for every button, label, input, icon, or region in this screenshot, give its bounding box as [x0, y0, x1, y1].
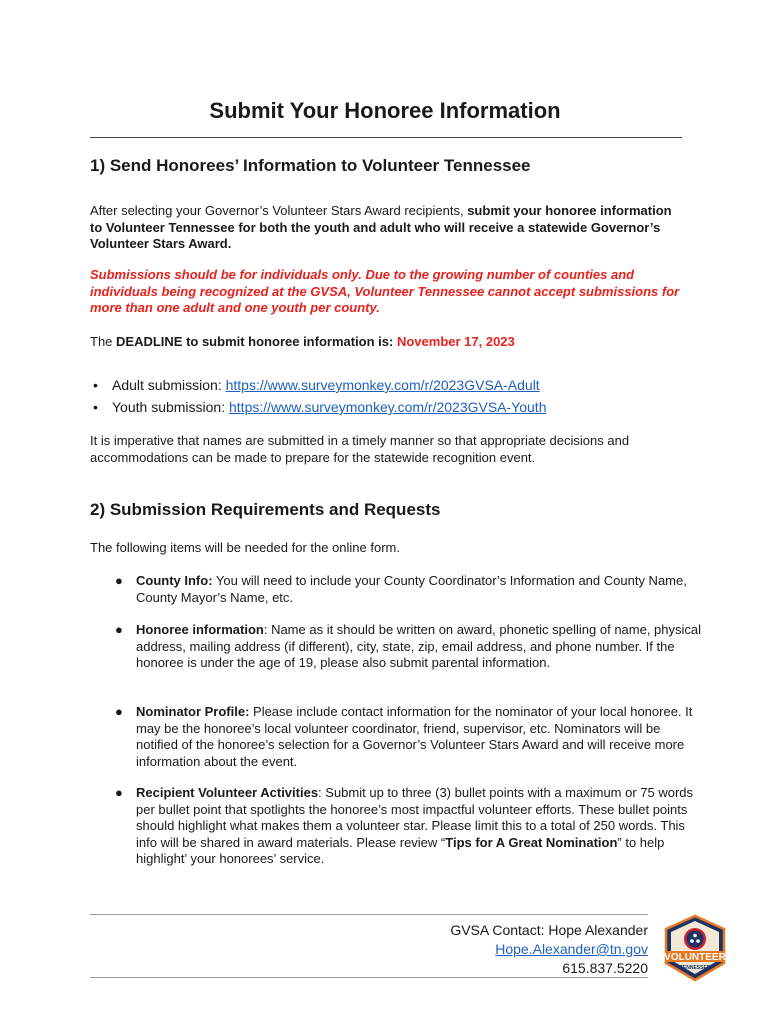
- deadline-date: November 17, 2023: [396, 334, 515, 349]
- bullet-icon: ●: [115, 785, 123, 800]
- item-text: : Submit up to three (3) bullet points with a maximum or 75 words per bullet point that spotlights the honoree’s most impactful volunteer efforts. These bullet points should highlight what makes them a volunteer star. Please limit this to a total of 250 words. This info will be shared in award materials. Please review “: [136, 785, 694, 850]
- adult-submission-link[interactable]: https://www.surveymonkey.com/r/2023GVSA-Adult: [225, 377, 540, 393]
- adult-label: Adult submission:: [112, 377, 226, 393]
- list-item: [115, 704, 704, 770]
- item-title: County Info:: [136, 573, 213, 588]
- deadline-prefix: The: [90, 334, 117, 349]
- item-title-2: Tips for A Great Nomination: [445, 834, 618, 850]
- list-item: [90, 396, 682, 418]
- intro-bold: submit your honoree information to Volunteer Tennessee for both the youth and adult who will receive a statewide Governor’s Volunteer Stars Award.: [90, 203, 672, 251]
- logo-sub-text: TENNESSEE: [679, 965, 711, 971]
- deadline-line: [90, 334, 682, 351]
- section2-intro: The following items will be needed for the online form.: [90, 540, 400, 555]
- bullet-icon: ●: [115, 573, 123, 588]
- item-text: You will need to include your County Coordinator’s Information and County Name, County Mayor’s Name, etc.: [136, 573, 687, 605]
- closing-paragraph: It is imperative that names are submitted in a timely manner so that appropriate decisions and accommodations can be made to prepare for the statewide recognition event.: [90, 433, 630, 465]
- item-text: Please include contact information for the nominator of your local honoree. It may be the honoree’s local volunteer coordinator, friend, supervisor, etc. Nominators will be notified of the honoree’s selection for a Governor’s Volunteer Stars Award and will receive more information about the event.: [136, 704, 693, 769]
- bullet-icon: ●: [115, 622, 123, 637]
- item-title: Honoree information: [136, 622, 264, 637]
- youth-submission-link[interactable]: https://www.surveymonkey.com/r/2023GVSA-Youth: [229, 399, 547, 415]
- contact-phone: 615.837.5220: [562, 960, 648, 976]
- submission-links: [90, 374, 682, 418]
- contact-name: GVSA Contact: Hope Alexander: [450, 922, 648, 938]
- section1-heading: 1) Send Honorees’ Information to Volunteer Tennessee: [90, 156, 531, 175]
- title-divider: [90, 137, 682, 138]
- footer-divider: [90, 914, 648, 915]
- list-item: [115, 573, 704, 606]
- item-text: : Name as it should be written on award, phonetic spelling of name, physical address, mailing address (if different), city, state, zip, email address, and phone number. If the honoree is under the age of 19, please also submit parental information.: [136, 622, 702, 670]
- intro-plain: After selecting your Governor’s Volunteer Stars Award recipients,: [90, 203, 468, 218]
- list-item: [90, 374, 682, 396]
- page-title: Submit Your Honoree Information: [209, 98, 561, 123]
- list-item: [115, 622, 704, 672]
- logo-main-text: VOLUNTEER: [664, 952, 726, 963]
- warning-text: Submissions should be for individuals only. Due to the growing number of counties and individuals being recognized at the GVSA, Volunteer Tennessee cannot accept submissions for more than one adult and one youth per county.: [90, 267, 680, 315]
- bullet-icon: ●: [115, 704, 123, 719]
- item-title: Recipient Volunteer Activities: [136, 785, 319, 800]
- contact-block: [450, 921, 648, 978]
- item-text-2: ” to help highlight’ your honorees’ service.: [136, 834, 665, 866]
- list-item: [115, 785, 704, 868]
- section1-intro: [90, 203, 682, 253]
- contact-email-link[interactable]: Hope.Alexander@tn.gov: [495, 941, 648, 957]
- volunteer-tennessee-logo: [662, 914, 728, 982]
- item-title: Nominator Profile:: [136, 704, 250, 719]
- youth-label: Youth submission:: [112, 399, 229, 415]
- deadline-label: DEADLINE to submit honoree information is:: [116, 334, 397, 349]
- section2-heading: 2) Submission Requirements and Requests: [90, 500, 441, 519]
